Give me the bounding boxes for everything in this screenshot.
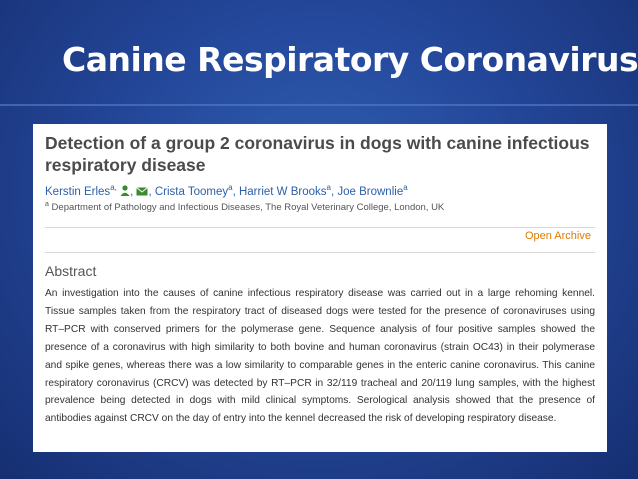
author-link[interactable]: Crista Toomey xyxy=(154,185,229,198)
paper-screenshot xyxy=(33,124,607,452)
archive-row xyxy=(45,227,595,242)
abstract-text: An investigation into the causes of canine infectious respiratory disease was carried out in a large rehoming kennel. Tissue samples taken from the respiratory tract of diseased dogs were tested for the presence of coronaviruses using RT–PCR with conserved primers for the polymerase gene. Sequence analysis of four positive samples showed the presence of a coronavirus with high similarity to both bovine and human coronavirus (strain OC43) in their polymerase and spike genes, whereas there was a low similarity to comparable genes in the enteric canine coronavirus. This canine respiratory coronavirus (CRCV) was detected by RT–PCR in 32/119 tracheal and 20/119 lung samples, with the highest prevalence being detected in dogs with mild clinical symptoms. Serological analysis showed that the presence of antibodies against CRCV on the day of entry into the kennel decreased the risk of developing respiratory disease. xyxy=(45,287,595,425)
author-sup: a xyxy=(403,183,408,192)
mail-icon[interactable] xyxy=(136,187,148,199)
title-divider xyxy=(0,104,638,106)
affiliation-text: Department of Pathology and Infectious Diseases, The Royal Veterinary College, London, UK xyxy=(51,201,445,213)
author-sup: a xyxy=(326,183,331,192)
author-link[interactable]: Kerstin Erles xyxy=(45,185,111,198)
person-icon[interactable] xyxy=(120,185,130,199)
author-sup: a, xyxy=(110,183,117,192)
author-list: Kerstin Erles$^{a,}$ , , Crista Toomey$^a$, Harriet W Brooks$^a$, Joe Brownlie$^a$ xyxy=(45,183,408,198)
abstract-heading: Abstract xyxy=(45,252,595,279)
author-link[interactable]: Harriet W Brooks xyxy=(238,185,327,198)
affiliation-sup: a xyxy=(45,200,49,208)
author-sup: a xyxy=(228,183,233,192)
affiliation xyxy=(45,201,595,213)
open-archive-link[interactable]: Open Archive xyxy=(524,229,591,242)
slide-title: Canine Respiratory Coronavirus xyxy=(62,40,638,79)
author-link[interactable]: Joe Brownlie xyxy=(337,185,404,198)
paper-title: Detection of a group 2 coronavirus in dogs with canine infectious respiratory disease xyxy=(45,133,590,175)
